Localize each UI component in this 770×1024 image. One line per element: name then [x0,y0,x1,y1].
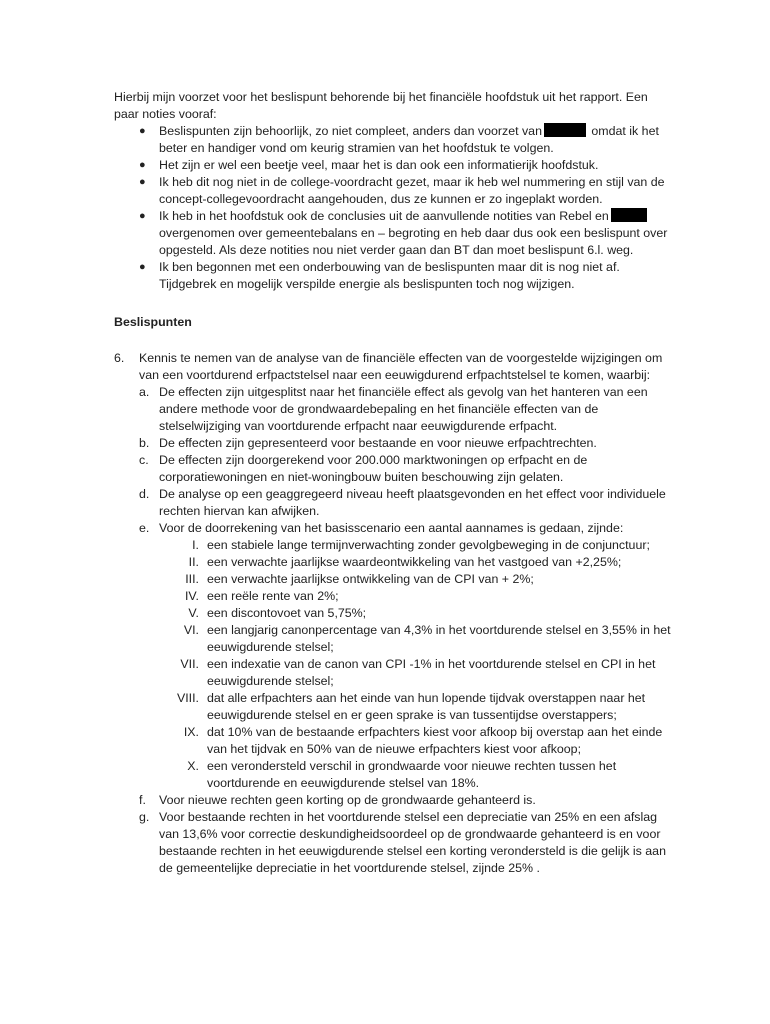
bullet-icon: ● [139,125,146,137]
redaction-box [544,123,586,137]
decision-point [114,350,674,877]
sub-item: f. Voor nieuwe rechten geen korting op de grondwaarde gehanteerd is. [139,793,536,807]
sub-item: g. Voor bestaande rechten in het voortdurende stelsel een depreciatie van 25% en een afslag van 13,6% voor correctie deskundigheidsoordeel op de grondwaarde gehanteerd is en voor bestaande rechten in het eeuwigdurende stelsel een korting verondersteld is die gelijk is aan de gemeentelijke depreciatie in het voortdurende stelsel, zijnde 25% . [139,810,666,875]
note-item: ● Ik ben begonnen met een onderbouwing van de beslispunten maar dit is nog niet af. Tijdgebrek en mogelijk verspilde energie als beslispunten toch nog wijzigen. [139,260,620,291]
notes-list [114,123,674,293]
assumption-item: IV. een reële rente van 2%; [184,589,339,603]
sub-item: e. Voor de doorrekening van het basisscenario een aantal aannames is gedaan, zijnde: I. een stabiele lange termijnverwachting zonder gevolgbeweging in de conjunctuur; II. een verwachte jaarlijkse waardeontwikkeling van het vastgoed van +2,25%; III. een verwachte jaarlijkse ontwikkeling van de CPI van + 2%; IV. een reële rente van 2%; V. een discontovoet van 5,75%; VI. een langjarig canonpercentage van 4,3% in het voortdurende stelsel en 3,55% in het eeuwigdurende stelsel; VII. een indexatie van de canon van CPI -1% in het voortdurende stelsel en CPI in het eeuwigdurende stelsel; VIII. dat alle erfpachters aan het einde van hun lopende tijdvak overstappen naar het eeuwigdurende stelsel en er geen sprake is van tussentijdse overstappers; IX. dat 10% van de bestaande erfpachters kiest voor afkoop bij overstap aan het einde van het tijdvak en 50% van de nieuwe erfpachters kiest voor afkoop; X. een verondersteld verschil in grondwaarde voor nieuwe rechten tussen het voortdurende en eeuwigdurende stelsel van 18%. [139,520,674,792]
assumption-item: VIII. dat alle erfpachters aan het einde van hun lopende tijdvak overstappen naar het eeuwigdurende stelsel en er geen sprake is van tussentijdse overstappers; [176,691,646,722]
bullet-icon: ● [139,159,146,171]
sub-item: c. De effecten zijn doorgerekend voor 200.000 marktwoningen op erfpacht en de corporatiewoningen en niet-woningbouw buiten beschouwing zijn gelaten. [139,453,588,484]
redaction-box [611,208,647,222]
assumption-item: V. een discontovoet van 5,75%; [188,606,367,620]
sub-item: a. De effecten zijn uitgesplitst naar het financiële effect als gevolg van het hanteren van een andere methode voor de grondwaardebepaling en het financiële effecten van de stelselwijziging van voortdurende erfpacht naar eeuwigdurende erfpacht. [139,385,648,433]
sub-item: d. De analyse op een geaggregeerd niveau heeft plaatsgevonden en het effect voor individuele rechten hiervan kan afwijken. [139,487,666,518]
note-item: ● Het zijn er wel een beetje veel, maar het is dan ook een informatierijk hoofdstuk. [139,158,599,172]
assumption-item: VII. een indexatie van de canon van CPI -1% in het voortdurende stelsel en CPI in het eeuwigdurende stelsel; [180,657,656,688]
sub-items [139,384,674,877]
intro-paragraph: Hierbij mijn voorzet voor het beslispunt behorende bij het financiële hoofdstuk uit het rapport. Een paar noties vooraf: [114,90,648,121]
assumption-item: X. een verondersteld verschil in grondwaarde voor nieuwe rechten tussen het voortdurende en eeuwigdurende stelsel van 18%. [187,759,617,790]
assumption-item: III. een verwachte jaarlijkse ontwikkeling van de CPI van + 2%; [185,572,534,586]
assumption-item: VI. een langjarig canonpercentage van 4,3% in het voortdurende stelsel en 3,55% in het eeuwigdurende stelsel; [183,623,671,654]
document-body [114,89,674,877]
note-item: ● Ik heb in het hoofdstuk ook de conclusies uit de aanvullende notities van Rebel en overgenomen over gemeentebalans en – begroting en heb daar dus ook een beslispunt over opgesteld. Als deze notities nou niet verder gaan dan BT dan moet beslispunt 6.l. weg. [139,209,668,257]
bullet-icon: ● [139,261,146,273]
point-text: Kennis te nemen van de analyse van de financiële effecten van de voorgestelde wijzigingen om van een voortdurend erfpactstelsel naar een eeuwigdurend erfpachtstelsel te komen, waarbij: [139,351,663,382]
point-number: 6. [114,351,125,365]
section-heading: Beslispunten [114,315,192,329]
assumption-item: I. een stabiele lange termijnverwachting zonder gevolgbeweging in de conjunctuur; [192,538,650,552]
assumption-item: II. een verwachte jaarlijkse waardeontwikkeling van het vastgoed van +2,25%; [188,555,622,569]
bullet-icon: ● [139,176,146,188]
note-item: ● Ik heb dit nog niet in de college-voordracht gezet, maar ik heb wel nummering en stijl van de concept-collegevoordracht aangehouden, dus ze kunnen er zo ingeplakt worden. [139,175,665,206]
bullet-icon: ● [139,210,146,222]
note-item: ● Beslispunten zijn behoorlijk, zo niet compleet, anders dan voorzet van omdat ik het beter en handiger vond om keurig stramien van het hoofdstuk te volgen. [139,124,659,155]
assumption-item: IX. dat 10% van de bestaande erfpachters kiest voor afkoop bij overstap aan het einde van het tijdvak en 50% van de nieuwe erfpachters kiest voor afkoop; [183,725,663,756]
sub-item: b. De effecten zijn gepresenteerd voor bestaande en voor nieuwe erfpachtrechten. [139,436,597,450]
assumptions-list [159,537,674,792]
